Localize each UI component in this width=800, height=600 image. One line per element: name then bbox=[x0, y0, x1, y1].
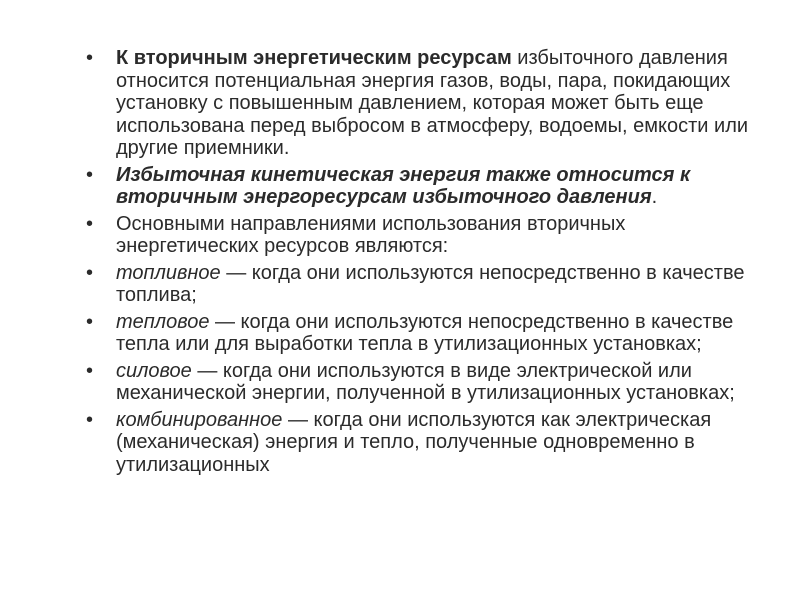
bullet-text: Основными направлениями использования вторичных энергетических ресурсов являются: bbox=[116, 212, 626, 257]
bullet-text: — когда они используются как электрическая (механическая) энергия и тепло, полученные одновременно в утилизационных bbox=[116, 408, 712, 476]
bullet-text-bold: К вторичным энергетическим ресурсам bbox=[116, 47, 512, 69]
bullet-list bbox=[86, 47, 764, 480]
bullet-marker: • bbox=[86, 310, 94, 333]
bullet-marker: • bbox=[86, 163, 94, 186]
bullet-item-power bbox=[86, 360, 764, 405]
bullet-text: — когда они используются в виде электрической или механической энергии, полученной в утилизационных установках; bbox=[116, 359, 735, 404]
bullet-term: силовое bbox=[116, 359, 192, 382]
bullet-item-combined bbox=[86, 409, 764, 477]
bullet-term: топливное bbox=[116, 261, 221, 284]
bullet-item-fuel bbox=[86, 262, 764, 307]
bullet-marker: • bbox=[86, 212, 94, 235]
bullet-marker: • bbox=[86, 47, 94, 69]
bullet-marker: • bbox=[86, 359, 94, 382]
bullet-marker: • bbox=[86, 408, 94, 431]
bullet-text: избыточного давления относится потенциальная энергия газов, воды, пара, покидающих установку с повышенным давлением, которая может быть еще использована перед выбросом в атмосферу, водоемы, емкости или другие приемники. bbox=[116, 47, 749, 159]
bullet-text-bold-italic: Избыточная кинетическая энергия также относится к вторичным энергоресурсам избыточного давления bbox=[116, 163, 691, 208]
bullet-text: — когда они используются непосредственно в качестве топлива; bbox=[116, 261, 745, 306]
bullet-item-secondary-energy bbox=[86, 47, 764, 160]
bullet-term: комбинированное bbox=[116, 408, 283, 431]
bullet-term: тепловое bbox=[116, 310, 210, 333]
bullet-item-thermal bbox=[86, 311, 764, 356]
bullet-item-kinetic-energy bbox=[86, 164, 764, 209]
bullet-text: . bbox=[651, 186, 658, 208]
bullet-marker: • bbox=[86, 261, 94, 284]
bullet-text: — когда они используются непосредственно в качестве тепла или для выработки тепла в утилизационных установках; bbox=[116, 310, 734, 355]
bullet-item-directions bbox=[86, 213, 764, 258]
